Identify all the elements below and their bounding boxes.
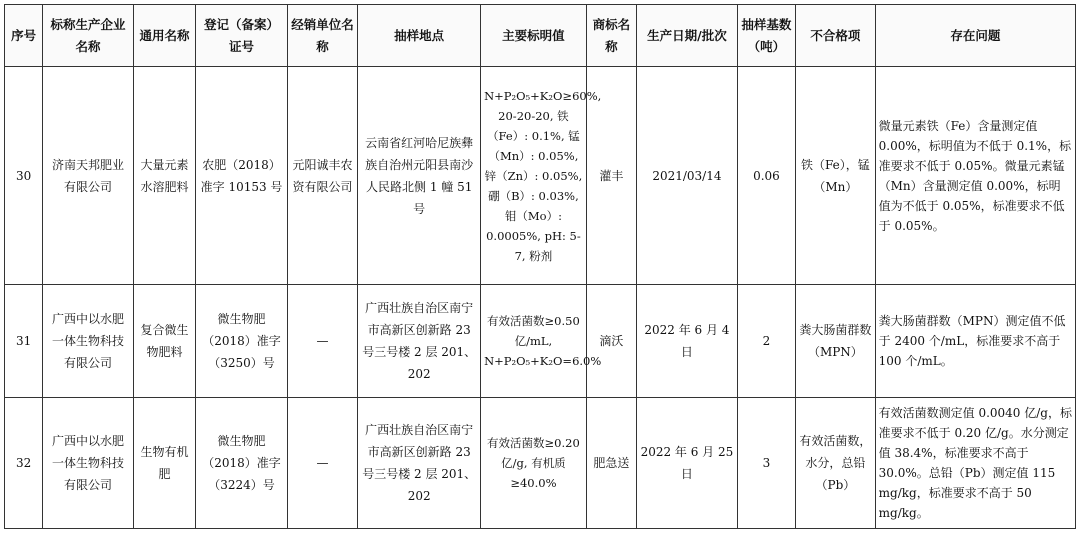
row-production-date: 2022 年 6 月 25 日	[637, 398, 738, 529]
header-registration-no: 登记（备案）证号	[196, 5, 288, 67]
row-sampling-quantity: 3	[737, 398, 795, 529]
row-sampling-place: 广西壮族自治区南宁市高新区创新路 23 号三号楼 2 层 201、202	[358, 398, 481, 529]
row-sampling-place: 广西壮族自治区南宁市高新区创新路 23 号三号楼 2 层 201、202	[358, 285, 481, 398]
row-sampling-place: 云南省红河哈尼族彝族自治州元阳县南沙人民路北侧 1 幢 51 号	[358, 67, 481, 285]
header-sampling-place: 抽样地点	[358, 5, 481, 67]
row-dealer: —	[287, 398, 357, 529]
row-brand: 滴沃	[586, 285, 636, 398]
row-maker: 广西中以水肥一体生物科技有限公司	[43, 398, 134, 529]
row-seq: 30	[5, 67, 43, 285]
header-failed-items: 不合格项	[796, 5, 876, 67]
row-generic-name: 生物有机肥	[133, 398, 195, 529]
row-registration-no: 微生物肥（2018）准字（3250）号	[196, 285, 288, 398]
row-sampling-quantity: 0.06	[737, 67, 795, 285]
header-issues: 存在问题	[875, 5, 1075, 67]
row-brand: 灌丰	[586, 67, 636, 285]
header-row	[5, 5, 1076, 67]
row-dealer: 元阳诚丰农资有限公司	[287, 67, 357, 285]
table-row	[5, 67, 1076, 285]
row-registration-no: 农肥（2018）准字 10153 号	[196, 67, 288, 285]
row-failed-items: 有效活菌数，水分，总铅（Pb）	[796, 398, 876, 529]
header-maker: 标称生产企业名称	[43, 5, 134, 67]
unqualified-products-table	[4, 4, 1076, 529]
header-labeled-values: 主要标明值	[481, 5, 587, 67]
row-failed-items: 粪大肠菌群数（MPN）	[796, 285, 876, 398]
table-row	[5, 285, 1076, 398]
row-failed-items: 铁（Fe），锰（Mn）	[796, 67, 876, 285]
row-dealer: —	[287, 285, 357, 398]
row-labeled-values: N+P₂O₅+K₂O≥60%, 20-20-20, 铁（Fe）: 0.1%, 锰（Mn）: 0.05%, 锌（Zn）: 0.05%, 硼（B）: 0.03%, 钼（Mo）: 0.0005%, pH: 5-7, 粉剂	[481, 67, 587, 285]
row-brand: 肥急送	[586, 398, 636, 529]
row-generic-name: 大量元素水溶肥料	[133, 67, 195, 285]
row-seq: 32	[5, 398, 43, 529]
row-registration-no: 微生物肥（2018）准字（3224）号	[196, 398, 288, 529]
row-labeled-values: 有效活菌数≥0.20 亿/g, 有机质≥40.0%	[481, 398, 587, 529]
row-production-date: 2021/03/14	[637, 67, 738, 285]
row-issues: 微量元素铁（Fe）含量测定值 0.00%，标明值为不低于 0.1%，标准要求不低于 0.05%。微量元素锰（Mn）含量测定值 0.00%，标明值为不低于 0.05%，标准要求不低于 0.05%。	[875, 67, 1075, 285]
row-issues: 有效活菌数测定值 0.0040 亿/g，标准要求不低于 0.20 亿/g。水分测定值 38.4%，标准要求不高于 30.0%。总铅（Pb）测定值 115 mg/kg，标准要求不高于 50 mg/kg。	[875, 398, 1075, 529]
row-maker: 济南天邦肥业有限公司	[43, 67, 134, 285]
header-production-date: 生产日期/批次	[637, 5, 738, 67]
header-sampling-quantity: 抽样基数（吨）	[737, 5, 795, 67]
header-generic-name: 通用名称	[133, 5, 195, 67]
row-issues: 粪大肠菌群数（MPN）测定值不低于 2400 个/mL，标准要求不高于 100 个/mL。	[875, 285, 1075, 398]
header-brand: 商标名称	[586, 5, 636, 67]
header-seq: 序号	[5, 5, 43, 67]
row-seq: 31	[5, 285, 43, 398]
row-production-date: 2022 年 6 月 4 日	[637, 285, 738, 398]
header-dealer: 经销单位名称	[287, 5, 357, 67]
row-sampling-quantity: 2	[737, 285, 795, 398]
row-generic-name: 复合微生物肥料	[133, 285, 195, 398]
row-maker: 广西中以水肥一体生物科技有限公司	[43, 285, 134, 398]
row-labeled-values: 有效活菌数≥0.50 亿/mL, N+P₂O₅+K₂O=6.0%	[481, 285, 587, 398]
table-row	[5, 398, 1076, 529]
